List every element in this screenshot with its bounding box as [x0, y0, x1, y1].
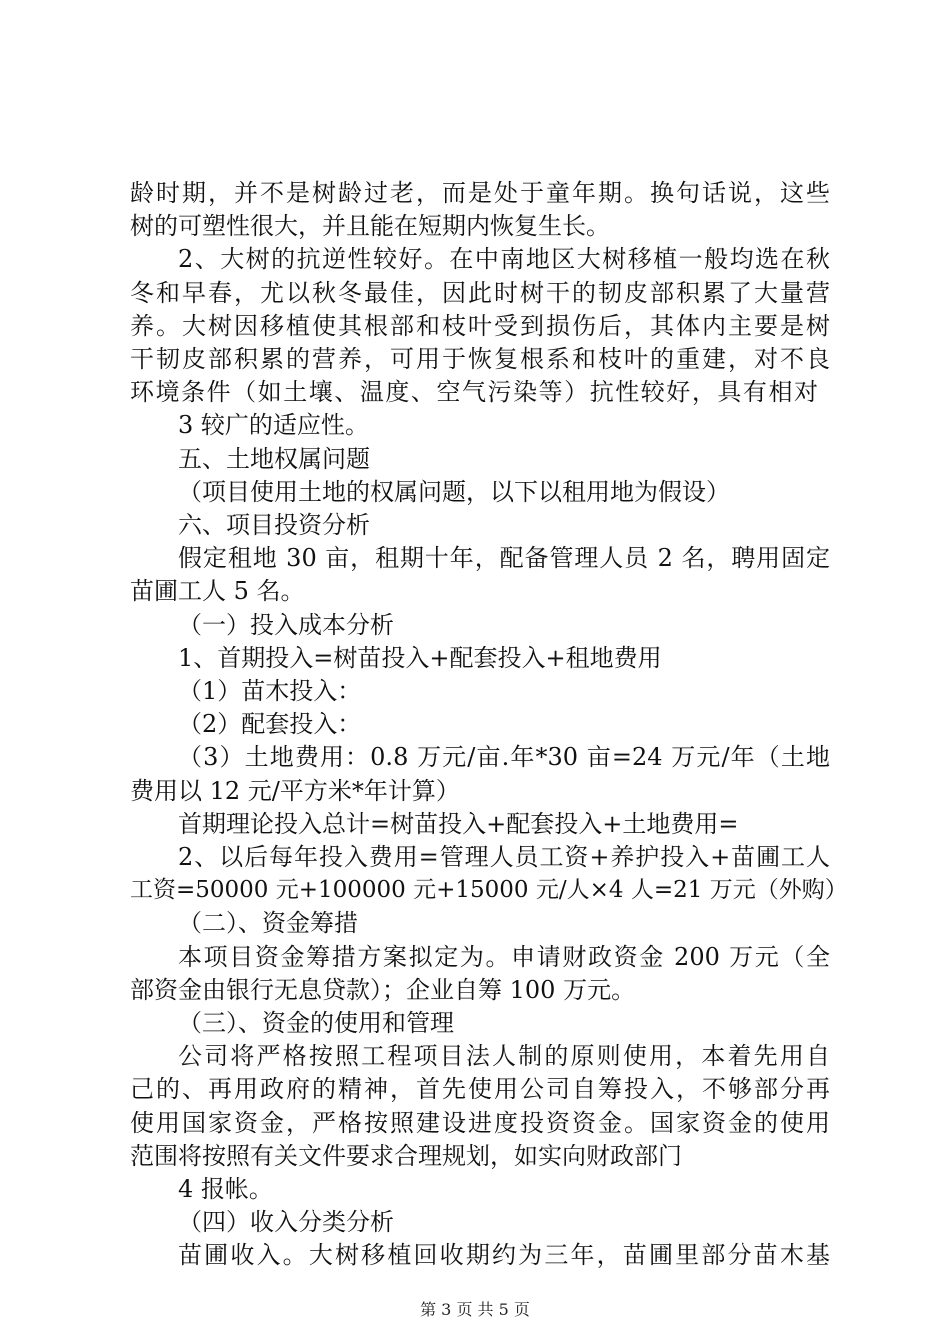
text-line: 费用以 12 元/平方米*年计算） — [130, 777, 460, 805]
text-line: 工资=50000 元+100000 元+15000 元/人×4 人=21 万元（外购） — [130, 877, 848, 903]
text-line: 1、首期投入=树苗投入+配套投入+租地费用 — [178, 644, 662, 672]
text-line: 本项目资金筹措方案拟定为。申请财政资金 200 万元（全 — [178, 943, 830, 971]
text-line: 环境条件（如土壤、温度、空气污染等）抗性较好，具有相对 — [130, 378, 818, 406]
text-line: （3）土地费用：0.8 万元/亩.年*30 亩=24 万元/年（土地 — [178, 743, 830, 771]
section-heading: 六、项目投资分析 — [178, 511, 370, 539]
text-line: （项目使用土地的权属问题，以下以租用地为假设） — [178, 478, 730, 506]
section-heading: 五、土地权属问题 — [178, 445, 370, 473]
text-line: 3 较广的适应性。 — [178, 411, 369, 439]
text-line: 己的、再用政府的精神，首先使用公司自筹投入，不够部分再 — [130, 1075, 830, 1103]
text-line: 苗圃工人 5 名。 — [130, 577, 305, 605]
text-line: 部资金由银行无息贷款）；企业自筹 100 万元。 — [130, 976, 636, 1004]
text-line: 范围将按照有关文件要求合理规划，如实向财政部门 — [130, 1142, 682, 1170]
text-line: 树的可塑性很大，并且能在短期内恢复生长。 — [130, 212, 610, 240]
subsection-heading: （二）、资金筹措 — [178, 909, 358, 937]
text-line: 2、大树的抗逆性较好。在中南地区大树移植一般均选在秋 — [178, 245, 830, 273]
text-line: （1）苗木投入： — [178, 677, 362, 705]
text-line: 冬和早春，尤以秋冬最佳，因此时树干的韧皮部积累了大量营 — [130, 279, 830, 307]
text-line: 公司将严格按照工程项目法人制的原则使用，本着先用自 — [178, 1042, 830, 1070]
subsection-heading: （三）、资金的使用和管理 — [178, 1009, 454, 1037]
text-line: 假定租地 30 亩，租期十年，配备管理人员 2 名，聘用固定 — [178, 544, 830, 572]
subsection-heading: （四）收入分类分析 — [178, 1208, 394, 1236]
text-line: 首期理论投入总计=树苗投入+配套投入+土地费用= — [178, 810, 739, 838]
text-line: 4 报帐。 — [178, 1175, 273, 1203]
text-line: 养。大树因移植使其根部和枝叶受到损伤后，其体内主要是树 — [130, 312, 830, 340]
text-line: （2）配套投入： — [178, 710, 362, 738]
text-line: 使用国家资金，严格按照建设进度投资资金。国家资金的使用 — [130, 1109, 830, 1137]
text-line: 龄时期，并不是树龄过老，而是处于童年期。换句话说，这些 — [130, 179, 830, 207]
subsection-heading: （一）投入成本分析 — [178, 611, 394, 639]
page-footer: 第 3 页 共 5 页 — [420, 1300, 530, 1319]
text-line: 干韧皮部积累的营养，可用于恢复根系和枝叶的重建，对不良 — [130, 345, 830, 373]
text-line: 2、以后每年投入费用=管理人员工资+养护投入+苗圃工人 — [178, 843, 830, 871]
text-line: 苗圃收入。大树移植回收期约为三年，苗圃里部分苗木基 — [178, 1241, 830, 1269]
